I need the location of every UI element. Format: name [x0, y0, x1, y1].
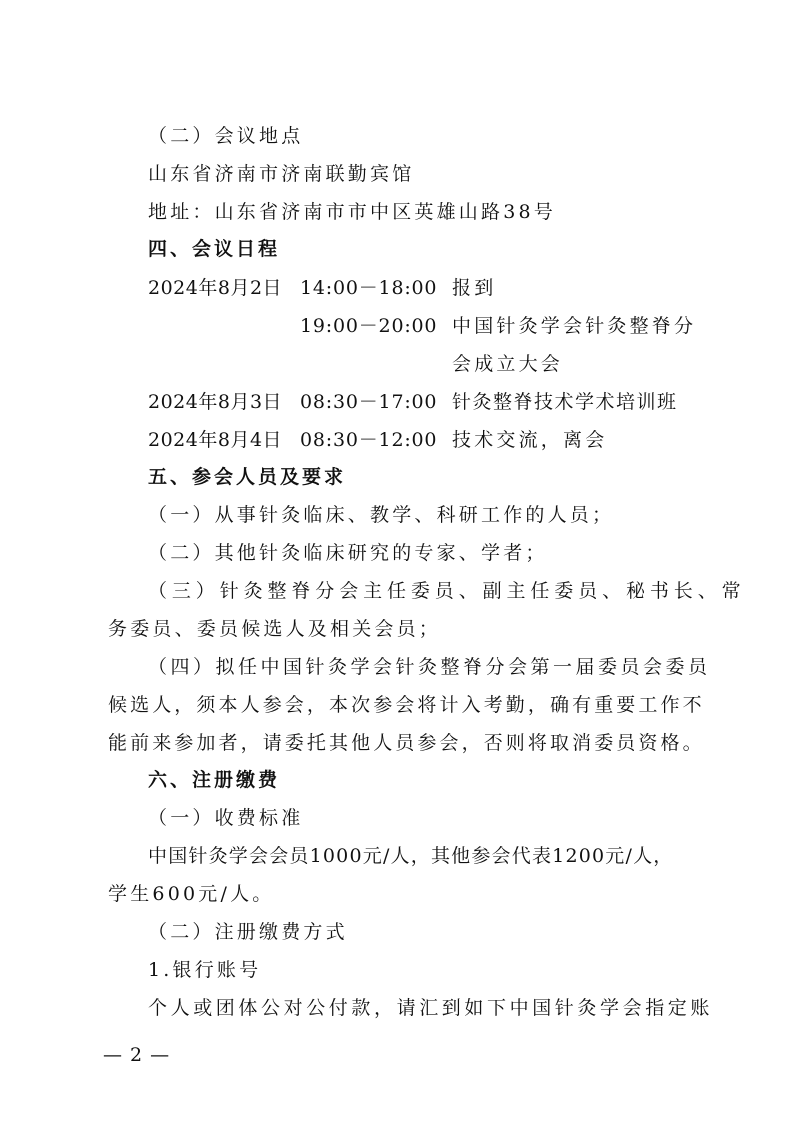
schedule-row: [0, 313, 800, 339]
schedule-item: 技术交流，离会: [452, 429, 608, 451]
venue-address: 地址：山东省济南市市中区英雄山路38号: [148, 201, 556, 223]
schedule-row: [0, 351, 800, 377]
fees-method-subheading: （二）注册缴费方式: [148, 921, 348, 943]
attendees-line: 务委员、委员候选人及相关会员；: [108, 618, 442, 640]
schedule-time: 08:30－12:00: [300, 429, 438, 451]
venue-subheading: （二）会议地点: [148, 125, 304, 147]
attendees-line: （四）拟任中国针灸学会针灸整脊分会第一届委员会委员: [148, 656, 711, 678]
attendees-line: （一）从事针灸临床、教学、科研工作的人员；: [148, 504, 615, 526]
schedule-time: 14:00－18:00: [300, 277, 438, 299]
fees-standard-line: 学生600元/人。: [108, 883, 275, 905]
schedule-row: [0, 389, 800, 415]
schedule-time: 19:00－20:00: [300, 315, 438, 337]
fees-bank-heading: 1.银行账号: [148, 959, 262, 981]
schedule-date: 2024年8月4日: [148, 429, 283, 451]
attendees-line: （二）其他针灸临床研究的专家、学者；: [148, 542, 548, 564]
attendees-heading: 五、参会人员及要求: [148, 466, 347, 488]
venue-name: 山东省济南市济南联勤宾馆: [148, 163, 415, 185]
attendees-line: 能前来参加者，请委托其他人员参会，否则将取消委员资格。: [108, 732, 705, 754]
schedule-heading: 四、会议日程: [148, 238, 281, 260]
schedule-date: 2024年8月2日: [148, 277, 283, 299]
page-number: — 2 —: [103, 1044, 171, 1066]
fees-standard-line: 中国针灸学会会员1000元/人，其他参会代表1200元/人，: [148, 845, 674, 867]
fees-heading: 六、注册缴费: [148, 769, 281, 791]
schedule-item: 会成立大会: [452, 353, 564, 375]
fees-bank-line: 个人或团体公对公付款，请汇到如下中国针灸学会指定账: [148, 997, 714, 1019]
schedule-item: 针灸整脊技术学术培训班: [452, 391, 678, 413]
attendees-line: 候选人，须本人参会，本次参会将计入考勤，确有重要工作不: [108, 694, 705, 716]
schedule-date: 2024年8月3日: [148, 391, 283, 413]
fees-standard-subheading: （一）收费标准: [148, 807, 304, 829]
schedule-item: 报到: [452, 277, 497, 299]
schedule-row: [0, 275, 800, 301]
schedule-time: 08:30－17:00: [300, 391, 438, 413]
schedule-row: [0, 427, 800, 453]
schedule-item: 中国针灸学会针灸整脊分: [452, 315, 697, 337]
attendees-line: （三）针灸整脊分会主任委员、副主任委员、秘书长、常: [148, 580, 746, 602]
